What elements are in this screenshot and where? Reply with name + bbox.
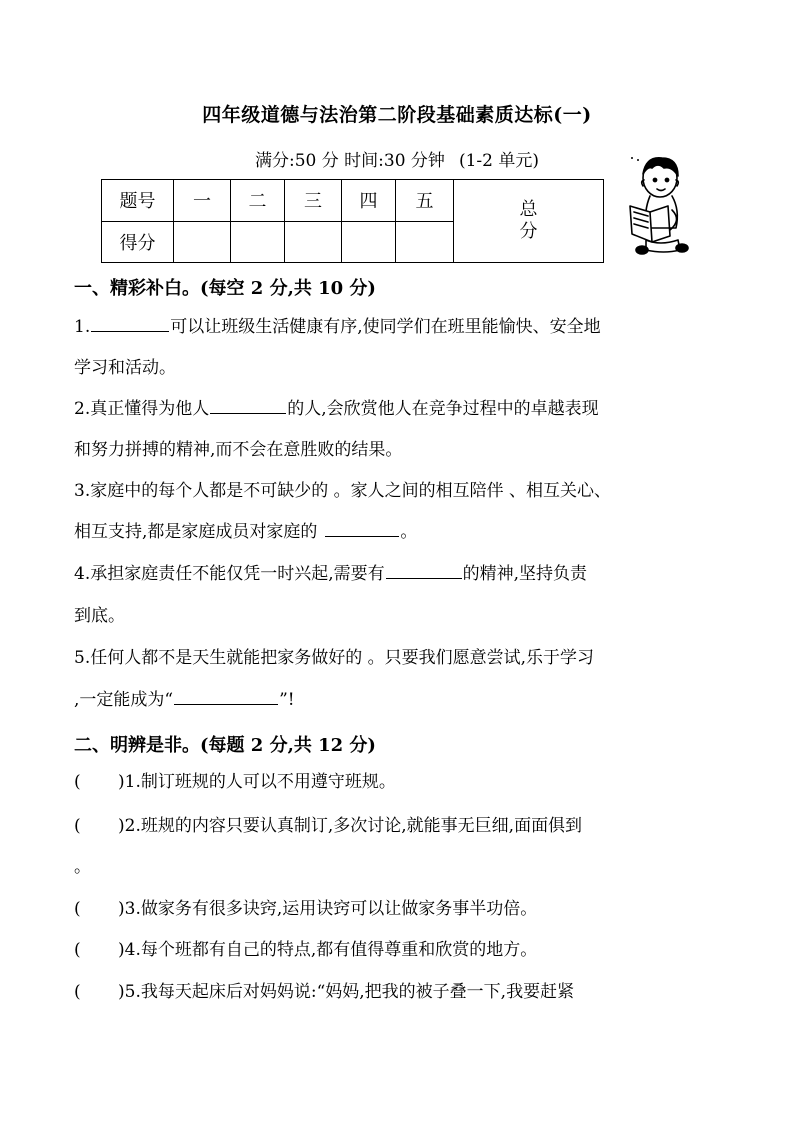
question-5-cont	[74, 680, 724, 721]
true-false-item	[74, 762, 724, 803]
score-cell[interactable]	[231, 221, 285, 263]
total-score-cell	[454, 180, 604, 263]
total-label-2: 分	[519, 221, 538, 242]
answer-parenthesis[interactable]: (	[74, 940, 81, 960]
true-false-item	[74, 972, 724, 1013]
true-false-text: )2.班规的内容只要认真制订,多次讨论,就能事无巨细,面面俱到	[118, 816, 583, 836]
answer-parenthesis[interactable]: (	[74, 816, 81, 836]
question-1-number: 1.	[74, 317, 91, 337]
column-header: 二	[231, 180, 285, 222]
question-1	[74, 307, 724, 348]
score-cell[interactable]	[174, 221, 231, 263]
question-number-label: 题号	[102, 180, 174, 222]
question-1-cont: 学习和活动。	[74, 358, 176, 378]
question-3-text: 相互支持,都是家庭成员对家庭的	[74, 522, 318, 542]
true-false-item	[74, 806, 724, 847]
question-4	[74, 554, 724, 595]
question-2-cont: 和努力拼搏的精神,而不会在意胜败的结果。	[74, 440, 403, 460]
true-false-item-cont: 。	[74, 857, 91, 877]
answer-parenthesis[interactable]: (	[74, 982, 81, 1002]
score-cell[interactable]	[396, 221, 454, 263]
score-time-info: 满分:50 分 时间:30 分钟	[255, 151, 445, 171]
question-5-text: ,一定能成为“	[74, 690, 174, 710]
question-5: 5.任何人都不是天生就能把家务做好的 。只要我们愿意尝试,乐于学习	[74, 648, 595, 668]
column-header: 五	[396, 180, 454, 222]
question-3-end: 。	[400, 522, 418, 542]
boy-reading-book-illustration	[620, 150, 698, 258]
question-2-text: 的人,会欣赏他人在竞争过程中的卓越表现	[287, 399, 599, 419]
true-false-text: )4.每个班都有自己的特点,都有值得尊重和欣赏的地方。	[118, 940, 538, 960]
question-2	[74, 389, 724, 430]
column-header: 四	[342, 180, 396, 222]
page-title: 四年级道德与法治第二阶段基础素质达标(一)	[202, 104, 592, 126]
true-false-text: )1.制订班规的人可以不用遵守班规。	[118, 772, 396, 792]
total-label-1: 总	[519, 199, 538, 220]
score-table	[101, 179, 604, 263]
answer-blank[interactable]	[325, 520, 399, 537]
section-1-title: 一、精彩补白。(每空 2 分,共 10 分)	[74, 278, 376, 299]
question-4-text-2: 的精神,坚持负责	[462, 564, 588, 584]
question-4-cont: 到底。	[74, 606, 125, 626]
unit-range: (1-2 单元)	[458, 151, 539, 171]
question-3: 3.家庭中的每个人都是不可缺少的 。家人之间的相互陪伴 、相互关心、	[74, 481, 612, 501]
section-2-title: 二、明辨是非。(每题 2 分,共 12 分)	[74, 735, 376, 756]
score-label: 得分	[102, 221, 174, 263]
answer-blank[interactable]	[210, 397, 286, 414]
answer-parenthesis[interactable]: (	[74, 772, 81, 792]
column-header: 一	[174, 180, 231, 222]
column-header: 三	[285, 180, 342, 222]
answer-blank[interactable]	[386, 562, 462, 579]
question-2-lead: 2.真正懂得为他人	[74, 399, 210, 419]
question-4-text: 4.承担家庭责任不能仅凭一时兴起,需要有	[74, 564, 385, 584]
answer-blank[interactable]	[174, 688, 278, 705]
answer-parenthesis[interactable]: (	[74, 899, 81, 919]
true-false-item	[74, 930, 724, 971]
question-3-cont	[74, 512, 724, 553]
score-cell[interactable]	[285, 221, 342, 263]
true-false-text: )5.我每天起床后对妈妈说:“妈妈,把我的被子叠一下,我要赶紧	[118, 982, 575, 1002]
answer-blank[interactable]	[91, 315, 169, 332]
true-false-item	[74, 889, 724, 930]
question-1-text: 可以让班级生活健康有序,使同学们在班里能愉快、安全地	[170, 317, 601, 337]
true-false-text: )3.做家务有很多诀窍,运用诀窍可以让做家务事半功倍。	[118, 899, 538, 919]
score-cell[interactable]	[342, 221, 396, 263]
question-5-end: ”!	[279, 690, 295, 710]
